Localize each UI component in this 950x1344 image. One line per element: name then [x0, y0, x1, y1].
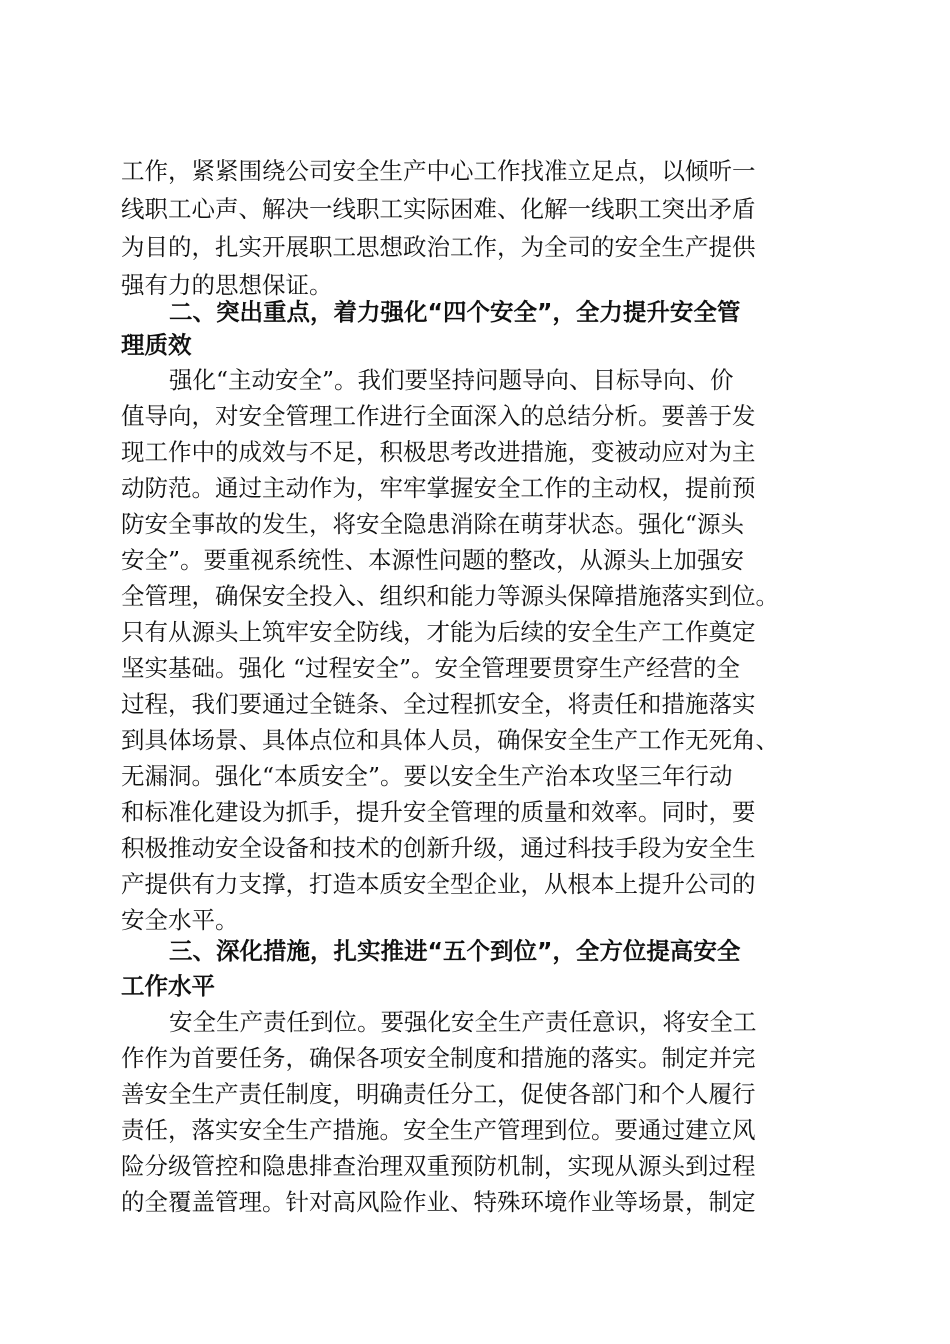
text-line: 现工作中的成效与不足，积极思考改进措施，变被动应对为主: [121, 438, 756, 466]
text-line: 产提供有力支撑，打造本质安全型企业，从根本上提升公司的: [121, 870, 756, 898]
text-line: 全管理，确保安全投入、组织和能力等源头保障措施落实到位。: [121, 582, 779, 610]
text-line: 坚实基础。强化 “过程安全”。安全管理要贯穿生产经营的全: [121, 654, 740, 682]
text-line: 作作为首要任务，确保各项安全制度和措施的落实。制定并完: [121, 1044, 756, 1072]
section-heading: 理质效: [121, 331, 192, 359]
text-line: 积极推动安全设备和技术的创新升级，通过科技手段为安全生: [121, 834, 756, 862]
text-line: 只有从源头上筑牢安全防线，才能为后续的安全生产工作奠定: [121, 618, 756, 646]
text-line: 过程，我们要通过全链条、全过程抓安全，将责任和措施落实: [121, 690, 756, 718]
text-line: 动防范。通过主动作为，牢牢掌握安全工作的主动权，提前预: [121, 474, 756, 502]
text-line: 线职工心声、解决一线职工实际困难、化解一线职工突出矛盾: [121, 195, 756, 223]
text-line: 工作，紧紧围绕公司安全生产中心工作找准立足点，以倾听一: [121, 157, 756, 185]
text-line: 值导向，对安全管理工作进行全面深入的总结分析。要善于发: [121, 402, 756, 430]
text-line: 强化“主动安全”。我们要坚持问题导向、目标导向、价: [169, 366, 734, 394]
text-line: 和标准化建设为抓手，提升安全管理的质量和效率。同时，要: [121, 798, 756, 826]
text-line: 险分级管控和隐患排查治理双重预防机制，实现从源头到过程: [121, 1152, 756, 1180]
section-heading: 三、深化措施，扎实推进“五个到位”，全方位提高安全: [169, 937, 741, 965]
text-line: 善安全生产责任制度，明确责任分工，促使各部门和个人履行: [121, 1080, 756, 1108]
text-line: 的全覆盖管理。针对高风险作业、特殊环境作业等场景，制定: [121, 1188, 756, 1216]
section-heading: 工作水平: [121, 972, 215, 1000]
text-line: 安全水平。: [121, 906, 239, 934]
text-line: 责任，落实安全生产措施。安全生产管理到位。要通过建立风: [121, 1116, 756, 1144]
section-heading: 二、突出重点，着力强化“四个安全”，全力提升安全管: [169, 298, 741, 326]
text-line: 为目的，扎实开展职工思想政治工作，为全司的安全生产提供: [121, 233, 756, 261]
text-line: 防安全事故的发生，将安全隐患消除在萌芽状态。强化“源头: [121, 510, 745, 538]
text-line: 安全生产责任到位。要强化安全生产责任意识，将安全工: [169, 1008, 757, 1036]
text-line: 强有力的思想保证。: [121, 271, 333, 299]
text-line: 无漏洞。强化“本质安全”。要以安全生产治本攻坚三年行动: [121, 762, 733, 790]
text-line: 到具体场景、具体点位和具体人员，确保安全生产工作无死角、: [121, 726, 779, 754]
text-line: 安全”。要重视系统性、本源性问题的整改，从源头上加强安: [121, 546, 745, 574]
